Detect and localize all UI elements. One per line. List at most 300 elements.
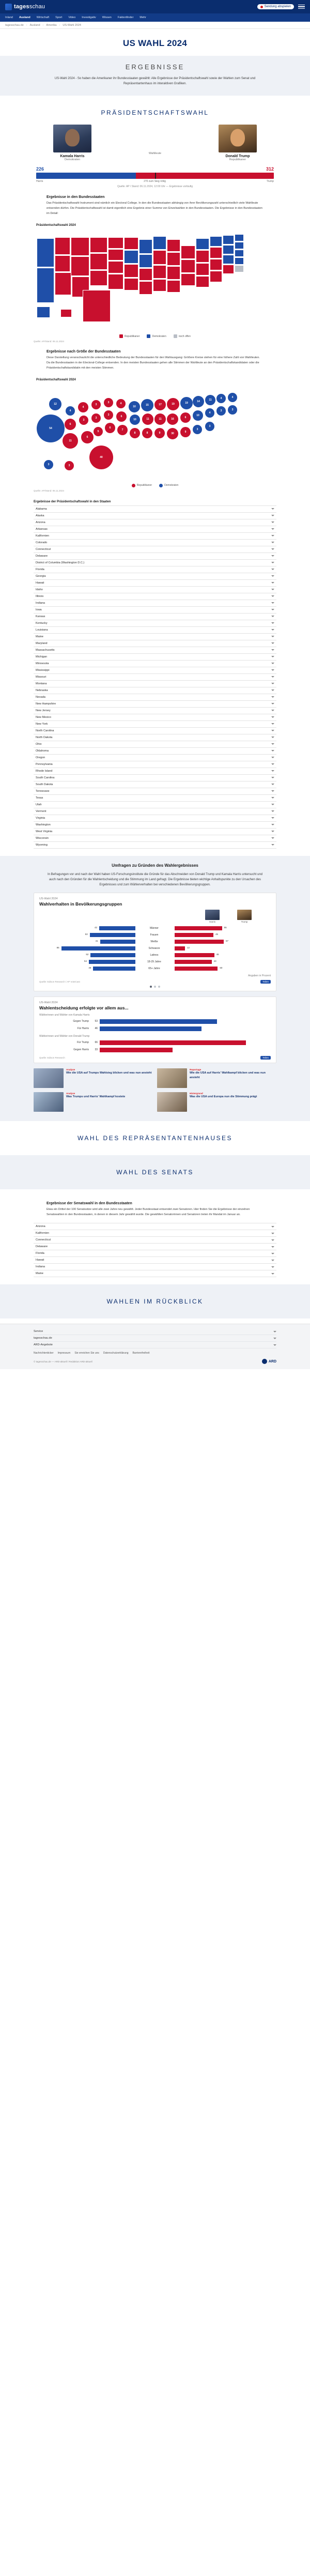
map2-source: Quelle: AP/Stand: 06.11.2024 (34, 489, 64, 492)
electoral-bar-wrap (36, 166, 274, 183)
state-accordion-item-label: South Carolina (36, 776, 55, 779)
breadcrumb-item-0[interactable]: tagesschau.de (5, 23, 24, 27)
state-accordion-item-row[interactable] (34, 701, 276, 708)
footer-row-tagesschau[interactable] (34, 1335, 276, 1342)
trump-motivation-label: Für Trump (76, 1041, 89, 1045)
card1-source: Quelle: Edison Research / AP VoteCast (39, 980, 80, 984)
state-accordion-item-label: Arizona (36, 520, 45, 524)
group-bar-row (39, 925, 271, 931)
map1-label: Präsidentschaftswahl 2024 (36, 224, 76, 227)
footer-link-4[interactable]: Barrierefreiheit (132, 1352, 150, 1355)
trump-motivation-label: Gegen Harris (73, 1048, 89, 1052)
group-label: 18-29 Jahre (147, 960, 161, 963)
senate-accordion-item-row[interactable] (34, 1264, 276, 1270)
harris-motivation-label: Gegen Trump (73, 1020, 89, 1023)
state-accordion-item-label: New Hampshire (36, 702, 56, 706)
state-accordion-item-row[interactable] (34, 661, 276, 667)
senate-states-text: Etwa ein Drittel der 100 Senatssitze wird alle zwei Jahre neu gewählt. Jeder Bundesstaat entsendet zwei Senatoren. Hier finden Sie die Ergebnisse der einzelnen Senatswahlen in den Bundesstaaten, in denen in diesem Jahr gewählt wurde. Die gewählten Senatorinnen und Senatoren treten ihr Mandat im Januar an. (47, 1208, 250, 1217)
harris-bar (89, 960, 135, 964)
chevron-down-icon (271, 562, 274, 563)
trump-value: 46 (216, 953, 219, 956)
site-logo[interactable] (5, 4, 45, 10)
teaser-2-title: Was Trumps und Harris' Wahlkampf kostete (66, 1095, 126, 1099)
chevron-down-icon (271, 777, 274, 778)
candidate-trump (199, 125, 276, 161)
state-accordion-item-label: New York (36, 722, 48, 726)
survey-card-groups (34, 893, 276, 991)
chevron-down-icon (271, 1253, 274, 1254)
teaser-3-title: Was die USA und Europa nun die Stimmung prägt (190, 1095, 257, 1099)
chevron-down-icon (271, 1233, 274, 1234)
card1-unit: Angaben in Prozent (248, 974, 271, 978)
card1-trump (236, 910, 253, 923)
presidential-title: PRÄSIDENTSCHAFTSWAHL (101, 109, 209, 117)
harris-thumb (205, 910, 220, 920)
senate-accordion-item-label: Kalifornien (36, 1232, 49, 1235)
state-accordion-item-row[interactable] (34, 674, 276, 681)
harris-electors: 226 (36, 166, 44, 172)
groups-chart (39, 925, 271, 977)
live-player-button[interactable] (257, 4, 294, 9)
chevron-down-icon (271, 763, 274, 765)
state-accordion-item-row[interactable] (34, 681, 276, 687)
trump-bar (175, 967, 218, 971)
harris-motivation-row (39, 1025, 271, 1032)
chevron-down-icon (271, 716, 274, 718)
main-nav (0, 13, 310, 22)
teaser-thumb-d (157, 1092, 187, 1112)
states-explain-text: Das Präsidentschaftswahl-Instrument sind nämlich ein Electoral College. In den die Bundesstaaten abhängig von ihrer Bevölkerungszahl unterschiedlich viele Wahlleute entsenden dürfen. Die Präsidentschaftswahl ist damit eigentlich eine Ergebnis einer Summe von Einzelwahlen in den Bundesstaaten. Die Ergebnisse in den Bundesstaaten im Detail: (47, 202, 262, 216)
chevron-down-icon (271, 528, 274, 530)
surveys-section (0, 856, 310, 1122)
state-accordion-item-row[interactable] (34, 822, 276, 829)
chevron-down-icon (271, 743, 274, 745)
state-accordion-item-label: Kalifornien (36, 534, 49, 538)
chevron-down-icon (271, 1260, 274, 1261)
ard-logo-label: ARD (268, 1359, 276, 1363)
senate-section-title: WAHL DES SENATS (0, 1155, 310, 1189)
footer-link-0[interactable]: Nachrichtenticker (34, 1352, 54, 1355)
chevron-down-icon (271, 522, 274, 523)
states-accordion (34, 505, 276, 849)
state-accordion-item-row[interactable] (34, 627, 276, 634)
state-accordion-item-row[interactable] (34, 526, 276, 533)
senate-accordion-item-label: Connecticut (36, 1238, 51, 1242)
footer-row-service[interactable] (34, 1328, 276, 1335)
legend2-demokraten: Demokraten (164, 484, 179, 487)
senate-accordion-item-row[interactable] (34, 1257, 276, 1264)
harris-motivation-row (39, 1018, 271, 1025)
state-accordion-item-row[interactable] (34, 573, 276, 580)
card2-share-button[interactable]: Teilen (260, 1056, 271, 1060)
breadcrumb-item-2[interactable]: Amerika (46, 23, 57, 27)
trump-value: 55 (224, 926, 227, 929)
trump-party: Republikaner (229, 158, 246, 162)
senate-accordion-item-label: Florida (36, 1252, 44, 1255)
senate-accordion-item-row[interactable] (34, 1237, 276, 1244)
trump-bar (175, 960, 212, 964)
senate-accordion-item-row[interactable] (34, 1223, 276, 1230)
us-bubble-map[interactable]: 54 4 6 11 12 4 3 6 3 3 5 40 3 3 6 4 6 7 10 10 8 15 11 8 17 11 9 19 16 30 19 6 9 14 10 3 11 4 3 4 3 4 3 3 3 (34, 384, 276, 482)
harris-motivation-value: 53 (95, 1020, 98, 1023)
state-accordion-item-label: Minnesota (36, 662, 49, 665)
nav-item-video[interactable]: Video (68, 16, 76, 19)
senate-accordion-item-row[interactable] (34, 1270, 276, 1277)
chevron-down-icon (271, 1266, 274, 1268)
state-accordion-item-row[interactable] (34, 808, 276, 815)
card1-share-button[interactable]: Teilen (260, 980, 271, 984)
footer-row-ard[interactable] (34, 1342, 276, 1348)
state-accordion-item-label: South Dakota (36, 783, 53, 786)
trump-electors: 312 (266, 166, 274, 172)
harris-value: 42 (94, 926, 97, 929)
senate-accordion-item-label: Indiana (36, 1265, 45, 1269)
trump-motivation-row (39, 1046, 271, 1053)
legend-demokraten: Demokraten (152, 334, 166, 338)
teaser-0-title: Wie die USA auf Trumps Wahlsieg blicken und was nun ansteht (66, 1071, 152, 1075)
harris-party: Demokraten (65, 158, 80, 162)
card1-trump-name: Trump (241, 921, 248, 924)
state-accordion-item-row[interactable] (34, 614, 276, 620)
trump-thumb (237, 910, 252, 920)
page-title: US WAHL 2024 (122, 38, 188, 48)
chevron-down-icon (271, 804, 274, 805)
footer-row-tagesschau-label: tagesschau.de (34, 1337, 52, 1340)
state-accordion-item-row[interactable] (34, 566, 276, 573)
state-accordion-item-label: Rhode Island (36, 769, 53, 773)
state-accordion-item-row[interactable] (34, 795, 276, 802)
trump-value: 43 (213, 959, 216, 962)
teaser-0[interactable] (34, 1068, 153, 1088)
map1-legend (0, 334, 310, 338)
state-accordion-item-row[interactable] (34, 768, 276, 775)
footer-links (34, 1352, 276, 1355)
harris-photo (53, 125, 91, 152)
state-accordion-item-row[interactable] (34, 728, 276, 734)
chevron-down-icon (271, 817, 274, 819)
breadcrumb-item-1[interactable]: Ausland (29, 23, 40, 27)
retrospective-section-title: WAHLEN IM RÜCKBLICK (0, 1284, 310, 1318)
state-accordion-item-label: West Virginia (36, 830, 53, 833)
state-accordion-item-row[interactable] (34, 593, 276, 600)
senate-accordion-item-row[interactable] (34, 1250, 276, 1257)
footer-link-2[interactable]: Sie erreichen Sie uns (74, 1352, 99, 1355)
teaser-row-2 (34, 1092, 276, 1112)
group-label: Weiße (150, 940, 158, 943)
footer-row-service-label: Service (34, 1330, 43, 1333)
footer-link-1[interactable]: Impressum (57, 1352, 71, 1355)
carousel-dots[interactable] (39, 986, 271, 988)
logo-mark-icon (5, 4, 12, 10)
state-accordion-item-row[interactable] (34, 519, 276, 526)
trump-motivation-value: 66 (95, 1041, 98, 1045)
state-accordion-item-label: Indiana (36, 601, 45, 605)
legend-republikaner: Republikaner (125, 334, 140, 338)
teaser-3[interactable] (157, 1092, 276, 1112)
group-bar-row (39, 952, 271, 958)
state-accordion-item-label: Louisiana (36, 628, 48, 632)
electors-label: Wahlleute (148, 152, 162, 156)
nav-item-sport[interactable]: Sport (55, 16, 63, 19)
state-accordion-item-row[interactable] (34, 607, 276, 614)
candidate-row (0, 125, 310, 161)
state-accordion-item-row[interactable] (34, 761, 276, 768)
electoral-bar-note: Quelle: AP / Stand: 06.11.2024, 12:00 Uhr — Ergebnisse vorläufig (117, 185, 193, 189)
nav-item-faktenfinder[interactable]: Faktenfinder (117, 16, 134, 19)
map1-source: Quelle: AP/Stand: 06.11.2024 (34, 340, 64, 343)
logo-main: tages (14, 4, 29, 10)
chevron-down-icon (271, 683, 274, 684)
chevron-down-icon (271, 609, 274, 610)
state-accordion-item-row[interactable] (34, 506, 276, 513)
chevron-down-icon (271, 676, 274, 678)
state-accordion-item-row[interactable] (34, 587, 276, 593)
harris-value: 53 (85, 932, 88, 936)
harris-motivation-bar (100, 1019, 217, 1024)
state-accordion-item-row[interactable] (34, 640, 276, 647)
state-accordion-item-label: Idaho (36, 588, 43, 591)
nav-item-wissen[interactable]: Wissen (102, 16, 112, 19)
hamburger-icon[interactable] (298, 5, 305, 9)
state-accordion-item-row[interactable] (34, 553, 276, 560)
state-accordion-item-row[interactable] (34, 647, 276, 654)
card2-kicker: US-Wahl 2024 (39, 1001, 58, 1005)
state-accordion-item-row[interactable] (34, 634, 276, 640)
state-accordion-item-row[interactable] (34, 708, 276, 714)
teaser-thumb-b (157, 1068, 187, 1088)
state-accordion-item-row[interactable] (34, 781, 276, 788)
chevron-down-icon (271, 770, 274, 772)
harris-bar (90, 953, 135, 957)
harris-motivation-label: Für Harris (77, 1027, 89, 1031)
state-accordion-item-row[interactable] (34, 580, 276, 587)
teaser-1[interactable] (157, 1068, 276, 1088)
harris-name: Kamala Harris (60, 155, 85, 159)
states-explain-title: Ergebnisse in den Bundesstaaten (47, 195, 105, 200)
harris-bar (99, 926, 135, 930)
nav-item-ausland[interactable]: Ausland (19, 16, 30, 19)
state-accordion-item-row[interactable] (34, 546, 276, 553)
motivation-chart-harris (39, 1018, 271, 1032)
group-label: Schwarze (148, 946, 160, 950)
state-accordion-item-label: Nebraska (36, 688, 48, 692)
chevron-down-icon (271, 797, 274, 799)
card2-source: Quelle: Edison Research (39, 1056, 65, 1060)
senate-states-section (0, 1189, 310, 1284)
card2-title: Wahlentscheidung erfolgte vor allem aus... (39, 1005, 129, 1011)
majority-marker-icon (155, 173, 156, 179)
chevron-down-icon (271, 1246, 274, 1248)
legend2-republikaner: Republikaner (136, 484, 152, 487)
chevron-down-icon (273, 1344, 276, 1346)
state-accordion-item-label: Iowa (36, 608, 42, 611)
chevron-down-icon (271, 784, 274, 785)
chevron-down-icon (271, 689, 274, 691)
state-accordion-item-row[interactable] (34, 775, 276, 781)
electors-label-block (111, 152, 199, 161)
state-accordion-item-row[interactable] (34, 560, 276, 566)
senate-accordion-item-label: Delaware (36, 1245, 48, 1249)
bar-right-caption: Trump (266, 180, 274, 183)
state-accordion-item-label: Missouri (36, 675, 47, 679)
card1-title: Wahlverhalten in Bevölkerungsgruppen (39, 901, 122, 907)
footer-copyright: © tagesschau.de — ARD-aktuell / Redaktion ARD-aktuell (34, 1360, 92, 1363)
senate-accordion-item-row[interactable] (34, 1244, 276, 1250)
electoral-bar (36, 173, 274, 179)
chevron-down-icon (271, 508, 274, 510)
state-accordion-item-row[interactable] (34, 687, 276, 694)
chevron-down-icon (271, 542, 274, 543)
chevron-down-icon (271, 737, 274, 738)
harris-motivation-bar (100, 1026, 202, 1031)
surveys-intro: In Befragungen vor und nach der Wahl haben US-Forschungsinstitute die Gründe für das Abschneiden von Donald Trump und Kamala Harris untersucht und auch nach den Gründen für die Wahlentscheidung und die Stimmung im Land gefragt. Die Ergebnisse bieten wichtige Anhaltspunkte zu den Ursachen des Ergebnisses und zum Wählerverhalten bei verschiedenen Bevölkerungsgruppen. (47, 872, 263, 887)
state-accordion-item-label: Alaska (36, 514, 44, 517)
senate-accordion (34, 1223, 276, 1277)
harris-motivation-value: 46 (95, 1027, 98, 1031)
chevron-down-icon (273, 1331, 276, 1332)
chevron-down-icon (271, 602, 274, 604)
state-accordion-item-row[interactable] (34, 620, 276, 627)
teaser-2[interactable] (34, 1092, 153, 1112)
group-label: Frauen (150, 933, 159, 937)
states-explain-block (47, 195, 264, 217)
state-accordion-item-label: Wisconsin (36, 836, 49, 840)
chevron-down-icon (271, 656, 274, 657)
footer-bottom (34, 1359, 276, 1369)
state-accordion-item-row[interactable] (34, 654, 276, 661)
footer-link-3[interactable]: Datenschutzerklärung (103, 1352, 129, 1355)
group-bar-row (39, 965, 271, 972)
trump-value: 50 (220, 966, 223, 969)
chevron-down-icon (271, 622, 274, 624)
state-accordion-item-label: Arkansas (36, 527, 48, 531)
presidential-section (0, 96, 310, 855)
state-accordion-item-row[interactable] (34, 842, 276, 849)
card1-kicker: US-Wahl 2024 (39, 897, 58, 901)
chevron-down-icon (271, 837, 274, 839)
state-accordion-item-label: Kansas (36, 615, 45, 618)
state-accordion-item-row[interactable] (34, 734, 276, 741)
trump-bar (175, 953, 214, 957)
chevron-down-icon (271, 649, 274, 651)
card1-harris-name: Harris (209, 921, 215, 924)
state-accordion-item-row[interactable] (34, 829, 276, 835)
state-accordion-item-row[interactable] (34, 714, 276, 721)
senate-accordion-item-row[interactable] (34, 1230, 276, 1237)
group-label: Latinos (150, 953, 159, 957)
teaser-thumb-a (34, 1068, 64, 1088)
harris-bar (90, 933, 135, 937)
trump-bar (175, 926, 222, 930)
state-accordion-item-label: Colorado (36, 541, 48, 544)
state-accordion-item-row[interactable] (34, 540, 276, 546)
harris-value: 49 (88, 966, 91, 969)
state-accordion-item-row[interactable] (34, 694, 276, 701)
group-bar-row (39, 931, 271, 938)
live-player-label: Sendung abspielen (264, 5, 291, 8)
map2-legend (0, 484, 310, 487)
nav-item-wirtschaft[interactable]: Wirtschaft (36, 16, 50, 19)
state-accordion-item-label: New Mexico (36, 715, 51, 719)
top-bar-right (257, 4, 305, 9)
results-band (0, 56, 310, 96)
trump-motivation-value: 33 (95, 1048, 98, 1052)
chevron-down-icon (271, 575, 274, 577)
nav-item-inland[interactable]: Inland (5, 16, 13, 19)
harris-value: 54 (84, 959, 87, 962)
motivation-chart-trump (39, 1039, 271, 1053)
map2-label: Präsidentschaftswahl 2024 (36, 378, 76, 381)
state-accordion-item-label: Maryland (36, 641, 48, 645)
senate-accordion-item-label: Arizona (36, 1225, 45, 1229)
trump-value: 12 (187, 946, 190, 949)
state-accordion-item-label: Nevada (36, 695, 45, 699)
trump-motivation-row (39, 1039, 271, 1046)
state-accordion-item-row[interactable] (34, 721, 276, 728)
chevron-down-icon (271, 831, 274, 832)
trump-name: Donald Trump (225, 155, 250, 159)
state-accordion-item-row[interactable] (34, 748, 276, 755)
trump-value: 45 (215, 932, 218, 936)
chevron-down-icon (271, 589, 274, 590)
chevron-down-icon (271, 757, 274, 758)
harris-bar (100, 940, 135, 944)
teaser-0-kicker: Analyse (66, 1068, 75, 1071)
harris-bar (93, 967, 135, 971)
state-accordion-item-label: Virginia (36, 816, 45, 820)
state-accordion-item-label: Tennessee (36, 789, 50, 793)
ard-logo[interactable] (262, 1359, 276, 1364)
state-accordion-item-row[interactable] (34, 600, 276, 607)
state-accordion-item-label: New Jersey (36, 709, 51, 712)
footer-row-ard-label: ARD-Angebote (34, 1343, 53, 1347)
results-intro: US-Wahl 2024 - So haben die Amerikaner ihr Bundesstaaten gewählt: Alle Ergebnisse der Präsidentschaftswahl sowie der Wahlen zum Senat und Repräsentantenhaus im interaktiven Grafiken. (54, 77, 256, 86)
group-bar-row (39, 945, 271, 952)
candidate-harris (34, 125, 111, 161)
harris-value: 52 (86, 953, 89, 956)
state-accordion-item-label: Florida (36, 568, 44, 571)
teaser-row-1 (34, 1068, 276, 1088)
nav-item-investigativ[interactable]: Investigativ (82, 16, 96, 19)
group-label: 65+ Jahre (148, 967, 160, 970)
state-accordion-item-row[interactable] (34, 835, 276, 842)
state-accordion-item-label: Oklahoma (36, 749, 49, 753)
state-accordion-item-row[interactable] (34, 667, 276, 674)
state-accordion-item-row[interactable] (34, 741, 276, 748)
chevron-down-icon (271, 555, 274, 557)
house-section-title: WAHL DES REPRÄSENTANTENHAUSES (0, 1121, 310, 1155)
chevron-down-icon (271, 710, 274, 711)
chevron-down-icon (271, 750, 274, 752)
group-bar-row (39, 938, 271, 945)
state-accordion-item-label: Delaware (36, 554, 48, 558)
chevron-down-icon (271, 824, 274, 825)
chevron-down-icon (271, 696, 274, 698)
state-accordion-item-row[interactable] (34, 533, 276, 540)
us-choropleth-map[interactable] (34, 229, 276, 332)
nav-item-mehr[interactable]: Mehr (140, 16, 146, 19)
chevron-down-icon (273, 1338, 276, 1339)
state-accordion-item-row[interactable] (34, 802, 276, 808)
trump-bar (175, 940, 224, 944)
state-accordion-item-row[interactable] (34, 788, 276, 795)
card1-harris (204, 910, 221, 923)
chevron-down-icon (271, 515, 274, 516)
chevron-down-icon (271, 642, 274, 644)
state-accordion-item-row[interactable] (34, 755, 276, 761)
state-accordion-item-row[interactable] (34, 815, 276, 822)
state-accordion-item-row[interactable] (34, 513, 276, 519)
